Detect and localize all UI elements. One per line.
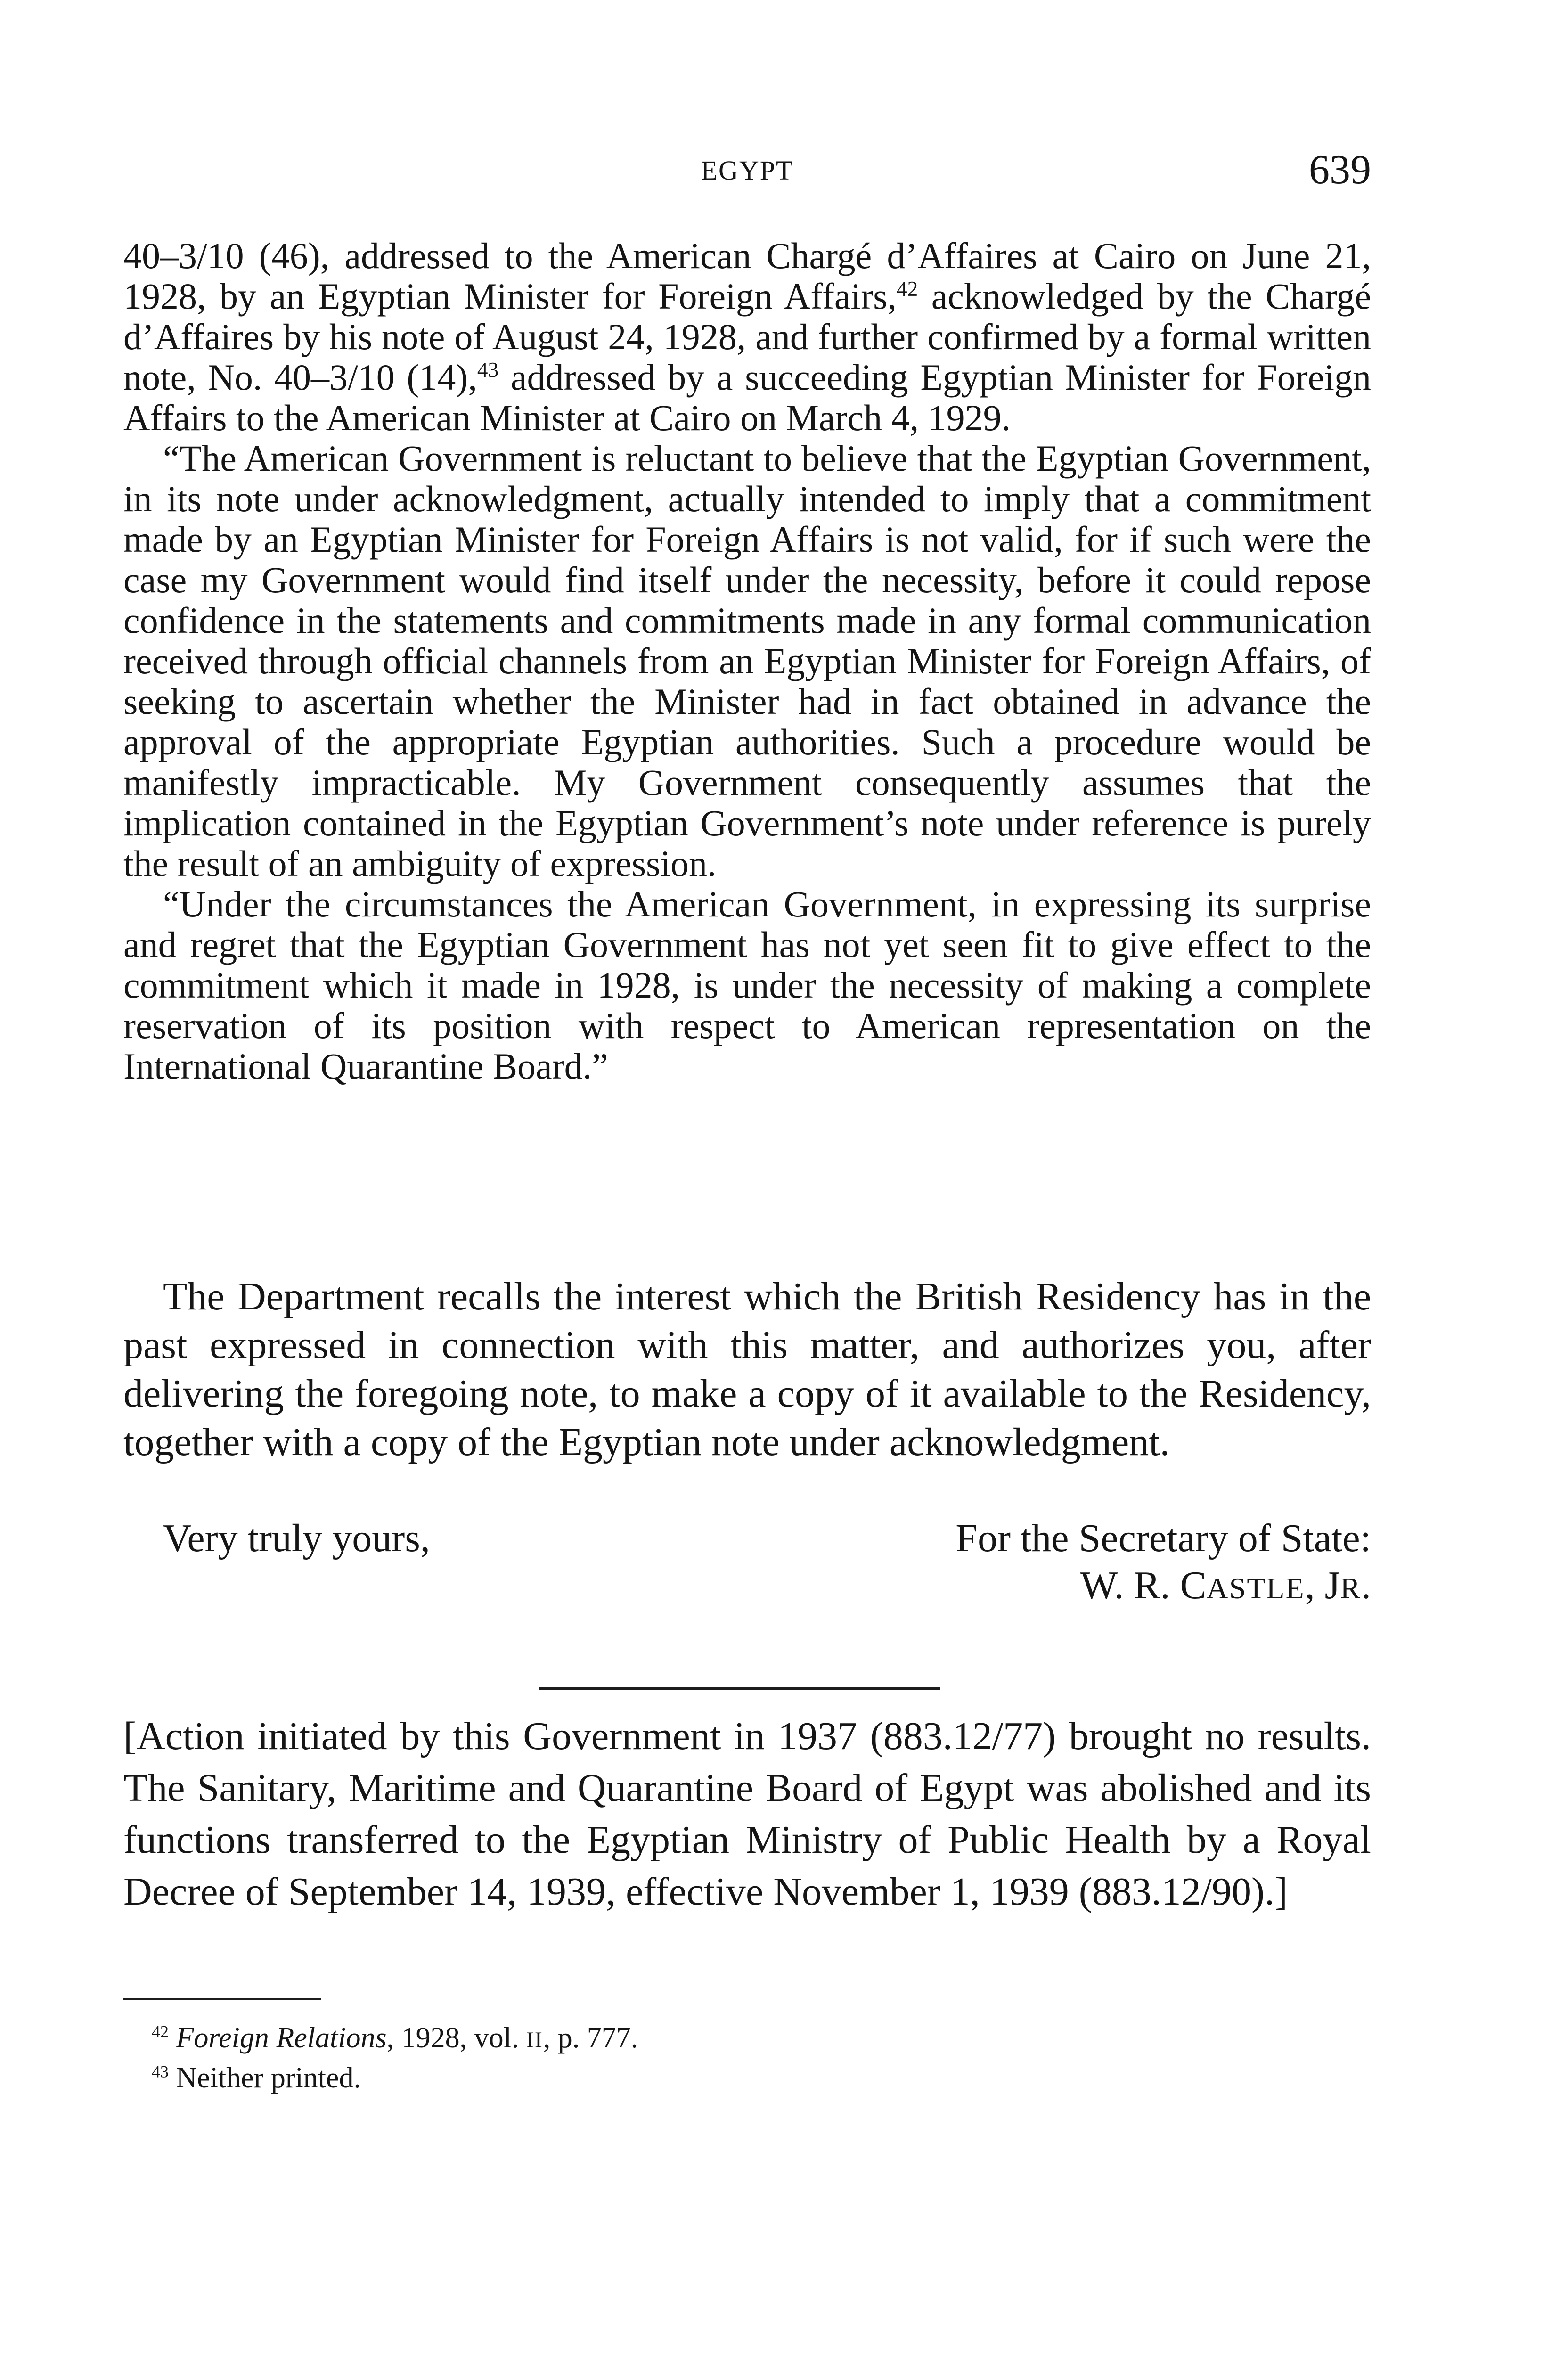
editorial-note-text: [Action initiated by this Government in 1937 (883.12/77) brought no results. The Sanitary, Maritime and Quarantine Board of Egypt was abolished and its functions transferred to the Egyptian Ministry of Public Health by a Royal Decree of September 14, 1939, effective November 1, 1939 (883.12/90).] bbox=[123, 1714, 1371, 1914]
footnote-ref-42: 42 bbox=[897, 277, 918, 301]
footnote-43 bbox=[123, 2059, 1371, 2097]
footnote-42-page: , p. 777. bbox=[543, 2022, 638, 2054]
signature bbox=[1080, 1562, 1371, 1612]
signature-suffix: R bbox=[1340, 1571, 1361, 1605]
footnote-42-year: , 1928, vol. bbox=[386, 2022, 526, 2054]
section-divider bbox=[539, 1687, 940, 1690]
footnote-43-text: Neither printed. bbox=[168, 2062, 361, 2094]
editorial-note bbox=[123, 1710, 1371, 1918]
quote-paragraph-1-text-c: addressed by a succeeding Egyptian Minister for Foreign Affairs to the American Minister at Cairo on March 4, 1929. bbox=[123, 357, 1371, 438]
footnote-42-marker: 42 bbox=[152, 2022, 169, 2041]
footnote-divider bbox=[123, 1998, 321, 2000]
footnote-42 bbox=[123, 2019, 1371, 2059]
signature-surname: ASTLE bbox=[1206, 1571, 1305, 1605]
for-secretary-line: For the Secretary of State: bbox=[956, 1516, 1371, 1560]
letter-paragraph: The Department recalls the interest which the British Residency has in the past expressed in connection with this matter, and authorizes you, after delivering the foregoing note, to make a copy of it available to the Residency, together with a copy of the Egyptian note under acknowledgment. bbox=[123, 1275, 1371, 1464]
footnotes bbox=[123, 2019, 1371, 2097]
footnote-42-title: Foreign Relations bbox=[176, 2022, 387, 2054]
footnote-ref-43: 43 bbox=[477, 358, 499, 382]
quote-paragraph-3: “Under the circumstances the American Government, in expressing its surprise and regret that the Egyptian Government has not yet seen fit to give effect to the commitment which it made in 1928, is under the necessity of making a complete reservation of its position with respect to American representation on the International Quarantine Board.” bbox=[123, 884, 1371, 1087]
page-header bbox=[123, 146, 1371, 198]
signature-period: . bbox=[1361, 1563, 1371, 1607]
page-number: 639 bbox=[1309, 147, 1371, 193]
footnote-42-volume: II bbox=[526, 2028, 543, 2053]
signature-comma: , J bbox=[1305, 1563, 1340, 1607]
quote-paragraph-1-text-b: acknowledged by the Chargé d’Affaires by his note of August 24, 1928, and further confirmed by a formal written note, No. 40–3/10 (14), bbox=[123, 276, 1372, 398]
valediction: Very truly yours, bbox=[163, 1516, 430, 1560]
letter-body bbox=[123, 1272, 1371, 1466]
signature-initials: W. R. C bbox=[1080, 1563, 1207, 1607]
footnote-43-marker: 43 bbox=[152, 2062, 169, 2081]
letter-closing bbox=[123, 1515, 1371, 1619]
quote-paragraph-2: “The American Government is reluctant to believe that the Egyptian Government, in its note under acknowledgment, actually intended to imply that a commitment made by an Egyptian Minister for Foreign Affairs is not valid, for if such were the case my Government would find itself under the necessity, before it could repose confidence in the statements and commitments made in any formal communication received through official channels from an Egyptian Minister for Foreign Affairs, of seeking to ascertain whether the Minister had in fact obtained in advance the approval of the appropriate Egyptian authorities. Such a procedure would be manifestly impracticable. My Government consequently assumes that the implication contained in the Egyptian Government’s note under reference is purely the result of an ambiguity of expression. bbox=[123, 438, 1371, 884]
quoted-note bbox=[123, 236, 1371, 1087]
quote-paragraph-1-text-a: 40–3/10 (46), addressed to the American Chargé d’Affaires at Cairo on June 21, 1928, by an Egyptian Minister for Foreign Affairs, bbox=[123, 235, 1371, 317]
running-head: EGYPT bbox=[701, 155, 794, 186]
quote-paragraph-1 bbox=[123, 236, 1371, 438]
